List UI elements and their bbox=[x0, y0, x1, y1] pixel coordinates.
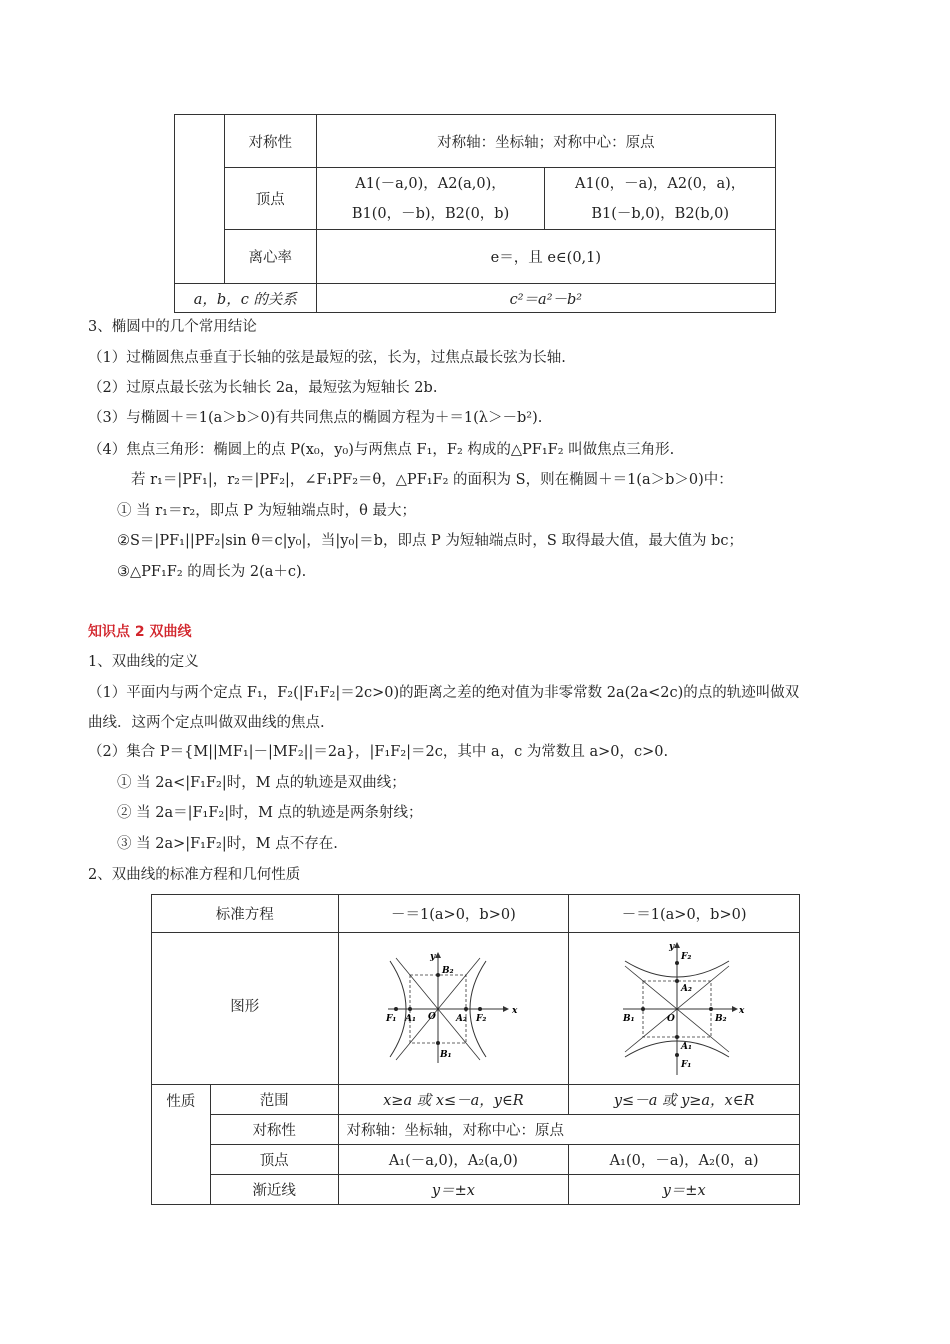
label-a1: A₁ bbox=[681, 1041, 693, 1052]
symmetry-label: 对称性 bbox=[224, 115, 316, 168]
conclusions-heading: 3、椭圆中的几个常用结论 bbox=[88, 319, 257, 335]
definition-item-1: ① 当 2a<|F₁F₂|时，M 点的轨迹是双曲线； bbox=[117, 775, 406, 791]
definition-line-1: （1）平面内与两个定点 F₁，F₂(|F₁F₂|＝2c>0)的距离之差的绝对值为非零常数 2a(2a<2c)的点的轨迹叫做双 bbox=[88, 685, 800, 701]
vertex-label: 顶点 bbox=[224, 168, 316, 230]
conclusion-1: （1）过椭圆焦点垂直于长轴的弦是最短的弦，长为，过焦点最长弦为长轴. bbox=[88, 350, 566, 366]
label-f2: F₂ bbox=[681, 951, 692, 962]
hyperbola-vertical-figure bbox=[619, 939, 749, 1079]
eccentricity-label: 离心率 bbox=[224, 230, 316, 284]
section-title: 知识点 2 双曲线 bbox=[88, 624, 192, 640]
conclusion-3: （3）与椭圆＋＝1(a＞b＞0)有共同焦点的椭圆方程为＋＝1(λ＞－b²). bbox=[88, 410, 543, 426]
vertex-left-line2: B1(0，－b)，B2(0，b) bbox=[351, 205, 510, 222]
hyperbola-properties-table bbox=[151, 894, 800, 1205]
range-right: y≤－a 或 y≥a，x∈R bbox=[569, 1085, 800, 1115]
eccentricity-value: e＝，且 e∈(0,1) bbox=[316, 230, 775, 284]
equation-right: －＝1(a>0，b>0) bbox=[569, 895, 800, 933]
figure-left-cell bbox=[338, 933, 569, 1085]
definition-line-3: （2）集合 P＝{M||MF₁|－|MF₂||＝2a}，|F₁F₂|＝2c，其中 a，c 为常数且 a>0，c>0. bbox=[88, 744, 669, 760]
label-x: x bbox=[739, 1005, 745, 1016]
vertex-left-line1: A1(－a,0)，A2(a,0)， bbox=[355, 175, 506, 192]
label-o: O bbox=[667, 1013, 675, 1024]
conclusion-4-item-1: ① 当 r₁＝r₂，即点 P 为短轴端点时，θ 最大； bbox=[117, 503, 417, 519]
conclusion-4-item-2: ②S＝|PF₁||PF₂|sin θ＝c|y₀|，当|y₀|＝b，即点 P 为短轴端点时，S 取得最大值，最大值为 bc； bbox=[117, 533, 743, 549]
vertex-left bbox=[316, 168, 545, 230]
symmetry-value: 对称轴：坐标轴，对称中心：原点 bbox=[338, 1115, 799, 1145]
label-y: y bbox=[669, 941, 675, 952]
merged-left-cell bbox=[175, 115, 225, 284]
standard-equation-label: 标准方程 bbox=[152, 895, 339, 933]
abc-relation-value: c²＝a²－b² bbox=[316, 284, 775, 313]
label-b1: B₁ bbox=[623, 1013, 635, 1024]
label-y: y bbox=[430, 951, 436, 962]
conclusion-4-condition: 若 r₁＝|PF₁|，r₂＝|PF₂|，∠F₁PF₂＝θ，△PF₁F₂ 的面积为 S，则在椭圆＋＝1(a＞b＞0)中： bbox=[131, 472, 733, 488]
vertex-right-line1: A1(0，－a)，A2(0，a)， bbox=[575, 175, 746, 192]
vertex-left: A₁(－a,0)，A₂(a,0) bbox=[338, 1145, 569, 1175]
label-f1: F₁ bbox=[386, 1013, 397, 1024]
asymptote-label: 渐近线 bbox=[210, 1175, 338, 1205]
asymptote-left: y＝±x bbox=[338, 1175, 569, 1205]
label-a2: A₂ bbox=[681, 983, 693, 994]
asymptote-right: y＝±x bbox=[569, 1175, 800, 1205]
symmetry-value: 对称轴：坐标轴；对称中心：原点 bbox=[316, 115, 775, 168]
label-b2: B₂ bbox=[715, 1013, 727, 1024]
definition-line-2: 曲线．这两个定点叫做双曲线的焦点. bbox=[88, 715, 325, 731]
properties-heading: 2、双曲线的标准方程和几何性质 bbox=[88, 867, 301, 883]
range-left: x≥a 或 x≤－a，y∈R bbox=[338, 1085, 569, 1115]
label-f2: F₂ bbox=[476, 1013, 487, 1024]
vertex-right: A₁(0，－a)，A₂(0，a) bbox=[569, 1145, 800, 1175]
vertex-right-line2: B1(－b,0)，B2(b,0) bbox=[591, 205, 729, 222]
equation-left: －＝1(a>0，b>0) bbox=[338, 895, 569, 933]
range-label: 范围 bbox=[210, 1085, 338, 1115]
vertex-right bbox=[545, 168, 776, 230]
label-f1: F₁ bbox=[681, 1059, 692, 1070]
properties-label: 性质 bbox=[152, 1085, 211, 1205]
label-a1: A₁ bbox=[405, 1013, 417, 1024]
conclusion-2: （2）过原点最长弦为长轴长 2a，最短弦为短轴长 2b. bbox=[88, 380, 438, 396]
label-x: x bbox=[512, 1005, 518, 1016]
figure-right-cell bbox=[569, 933, 800, 1085]
label-o: O bbox=[428, 1011, 437, 1022]
symmetry-label: 对称性 bbox=[210, 1115, 338, 1145]
conclusion-4-item-3: ③△PF₁F₂ 的周长为 2(a＋c). bbox=[117, 564, 307, 580]
conclusion-4: （4）焦点三角形：椭圆上的点 P(x₀，y₀)与两焦点 F₁，F₂ 构成的△PF₁F₂ 叫做焦点三角形. bbox=[88, 442, 675, 458]
label-b1: B₁ bbox=[440, 1049, 452, 1060]
hyperbola-horizontal-figure bbox=[378, 947, 528, 1071]
label-a2: A₂ bbox=[456, 1013, 468, 1024]
abc-relation-label: a，b，c 的关系 bbox=[175, 284, 317, 313]
vertex-label: 顶点 bbox=[210, 1145, 338, 1175]
label-b2: B₂ bbox=[442, 965, 454, 976]
definition-heading: 1、双曲线的定义 bbox=[88, 654, 199, 670]
definition-item-2: ② 当 2a＝|F₁F₂|时，M 点的轨迹是两条射线； bbox=[117, 805, 423, 821]
figure-label: 图形 bbox=[152, 933, 339, 1085]
definition-item-3: ③ 当 2a>|F₁F₂|时，M 点不存在. bbox=[117, 836, 338, 852]
ellipse-properties-table bbox=[174, 114, 776, 313]
